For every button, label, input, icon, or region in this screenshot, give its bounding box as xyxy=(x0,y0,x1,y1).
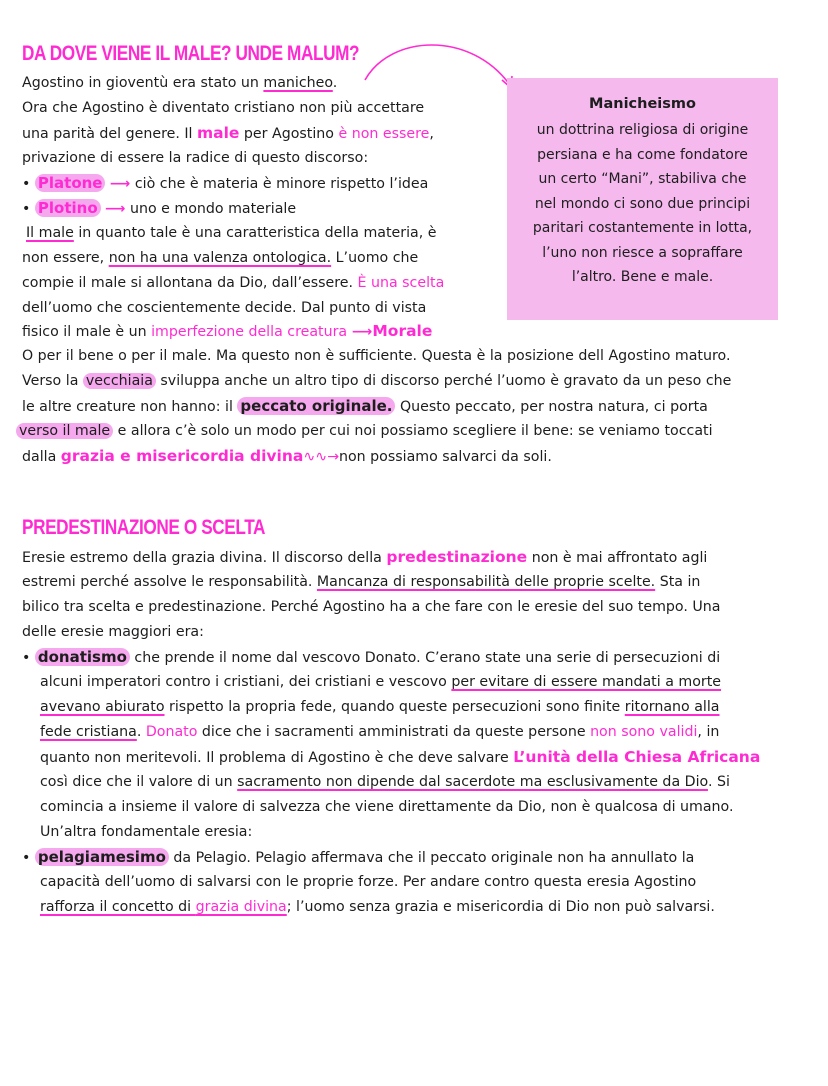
text-line: non essere, non ha una valenza ontologica. L’uomo che xyxy=(22,250,419,266)
manicheismo-box xyxy=(507,78,778,320)
text-line: Agostino in gioventù era stato un manicheo. xyxy=(22,75,338,91)
box-line: un certo “Mani”, stabiliva che xyxy=(538,171,747,187)
text-line: capacità dell’uomo di salvarsi con le proprie forze. Per andare contro questa eresia Agostino xyxy=(40,874,697,890)
text-line: bilico tra scelta e predestinazione. Perché Agostino ha a che fare con le eresie del suo tempo. Una xyxy=(22,599,721,615)
text-line: estremi perché assolve le responsabilità. Mancanza di responsabilità delle proprie scelte. Sta in xyxy=(22,574,701,590)
text-line: così dice che il valore di un sacramento non dipende dal sacerdote ma esclusivamente da Dio. Si xyxy=(40,774,730,790)
text-line: O per il bene o per il male. Ma questo non è sufficiente. Questa è la posizione dell Agostino maturo. xyxy=(22,348,731,364)
text-line: una parità del genere. Il male per Agostino è non essere, xyxy=(22,124,434,142)
text-line: alcuni imperatori contro i cristiani, dei cristiani e vescovo per evitare di essere mandati a morte xyxy=(40,674,722,690)
text-line: Il male in quanto tale è una caratteristica della materia, è xyxy=(26,225,437,241)
text-line: Verso la vecchiaia sviluppa anche un altro tipo di discorso perché l’uomo è gravato da un peso che xyxy=(22,373,732,389)
text-line: dalla grazia e misericordia divina∿∿→non possiamo salvarci da soli. xyxy=(22,447,552,465)
text-line: avevano abiurato rispetto la propria fede, quando queste persecuzioni sono finite ritornano alla xyxy=(40,699,720,715)
box-line: nel mondo ci sono due principi xyxy=(534,195,751,212)
text-line: verso il male e allora c’è solo un modo per cui noi possiamo scegliere il bene: se veniamo toccati xyxy=(16,422,713,440)
text-line: fede cristiana. Donato dice che i sacramenti amministrati da queste persone non sono validi, in xyxy=(40,724,720,740)
box-title: Manicheismo xyxy=(589,96,696,112)
box-line: l’uno non riesce a sopraffare xyxy=(542,244,743,261)
box-line: persiana e ha come fondatore xyxy=(537,146,748,163)
list-item: • Plotino ⟶ uno e mondo materiale xyxy=(22,199,297,217)
section-title-predestinazione: PREDESTINAZIONE O SCELTA xyxy=(22,516,266,539)
list-item: • donatismo che prende il nome dal vescovo Donato. C’erano state una serie di persecuzioni di xyxy=(22,648,721,666)
text-line: dell’uomo che coscientemente decide. Dal punto di vista xyxy=(22,300,427,316)
text-line: compie il male si allontana da Dio, dall’essere. È una scelta xyxy=(22,275,445,291)
box-line: l’altro. Bene e male. xyxy=(571,269,714,285)
text-line: fisico il male è un imperfezione della creatura ⟶Morale xyxy=(22,322,433,340)
text-line: privazione di essere la radice di questo discorso: xyxy=(22,150,369,166)
list-item: • pelagiamesimo da Pelagio. Pelagio affermava che il peccato originale non ha annullato la xyxy=(22,848,695,866)
arrow-to-box-icon xyxy=(360,30,530,100)
text-line: Ora che Agostino è diventato cristiano non più accettare xyxy=(22,100,425,116)
text-line: le altre creature non hanno: il peccato originale. Questo peccato, per nostra natura, ci porta xyxy=(22,397,708,415)
text-line: delle eresie maggiori era: xyxy=(22,624,204,640)
text-line: comincia a insieme il valore di salvezza che viene direttamente da Dio, non è qualcosa di umano. xyxy=(40,799,734,815)
text-line: quanto non meritevoli. Il problema di Agostino è che deve salvare L’unità della Chiesa Africana xyxy=(40,748,761,766)
box-line: paritari costantemente in lotta, xyxy=(532,220,753,236)
section-title-male: DA DOVE VIENE IL MALE? UNDE MALUM? xyxy=(22,42,360,65)
text-line: Eresie estremo della grazia divina. Il discorso della predestinazione non è mai affrontato agli xyxy=(22,548,708,566)
text-line: Un’altra fondamentale eresia: xyxy=(40,824,253,840)
list-item: • Platone ⟶ ciò che è materia è minore rispetto l’idea xyxy=(22,174,429,192)
box-line: un dottrina religiosa di origine xyxy=(536,122,749,138)
text-line: rafforza il concetto di grazia divina; l’uomo senza grazia e misericordia di Dio non può salvarsi. xyxy=(40,899,715,915)
